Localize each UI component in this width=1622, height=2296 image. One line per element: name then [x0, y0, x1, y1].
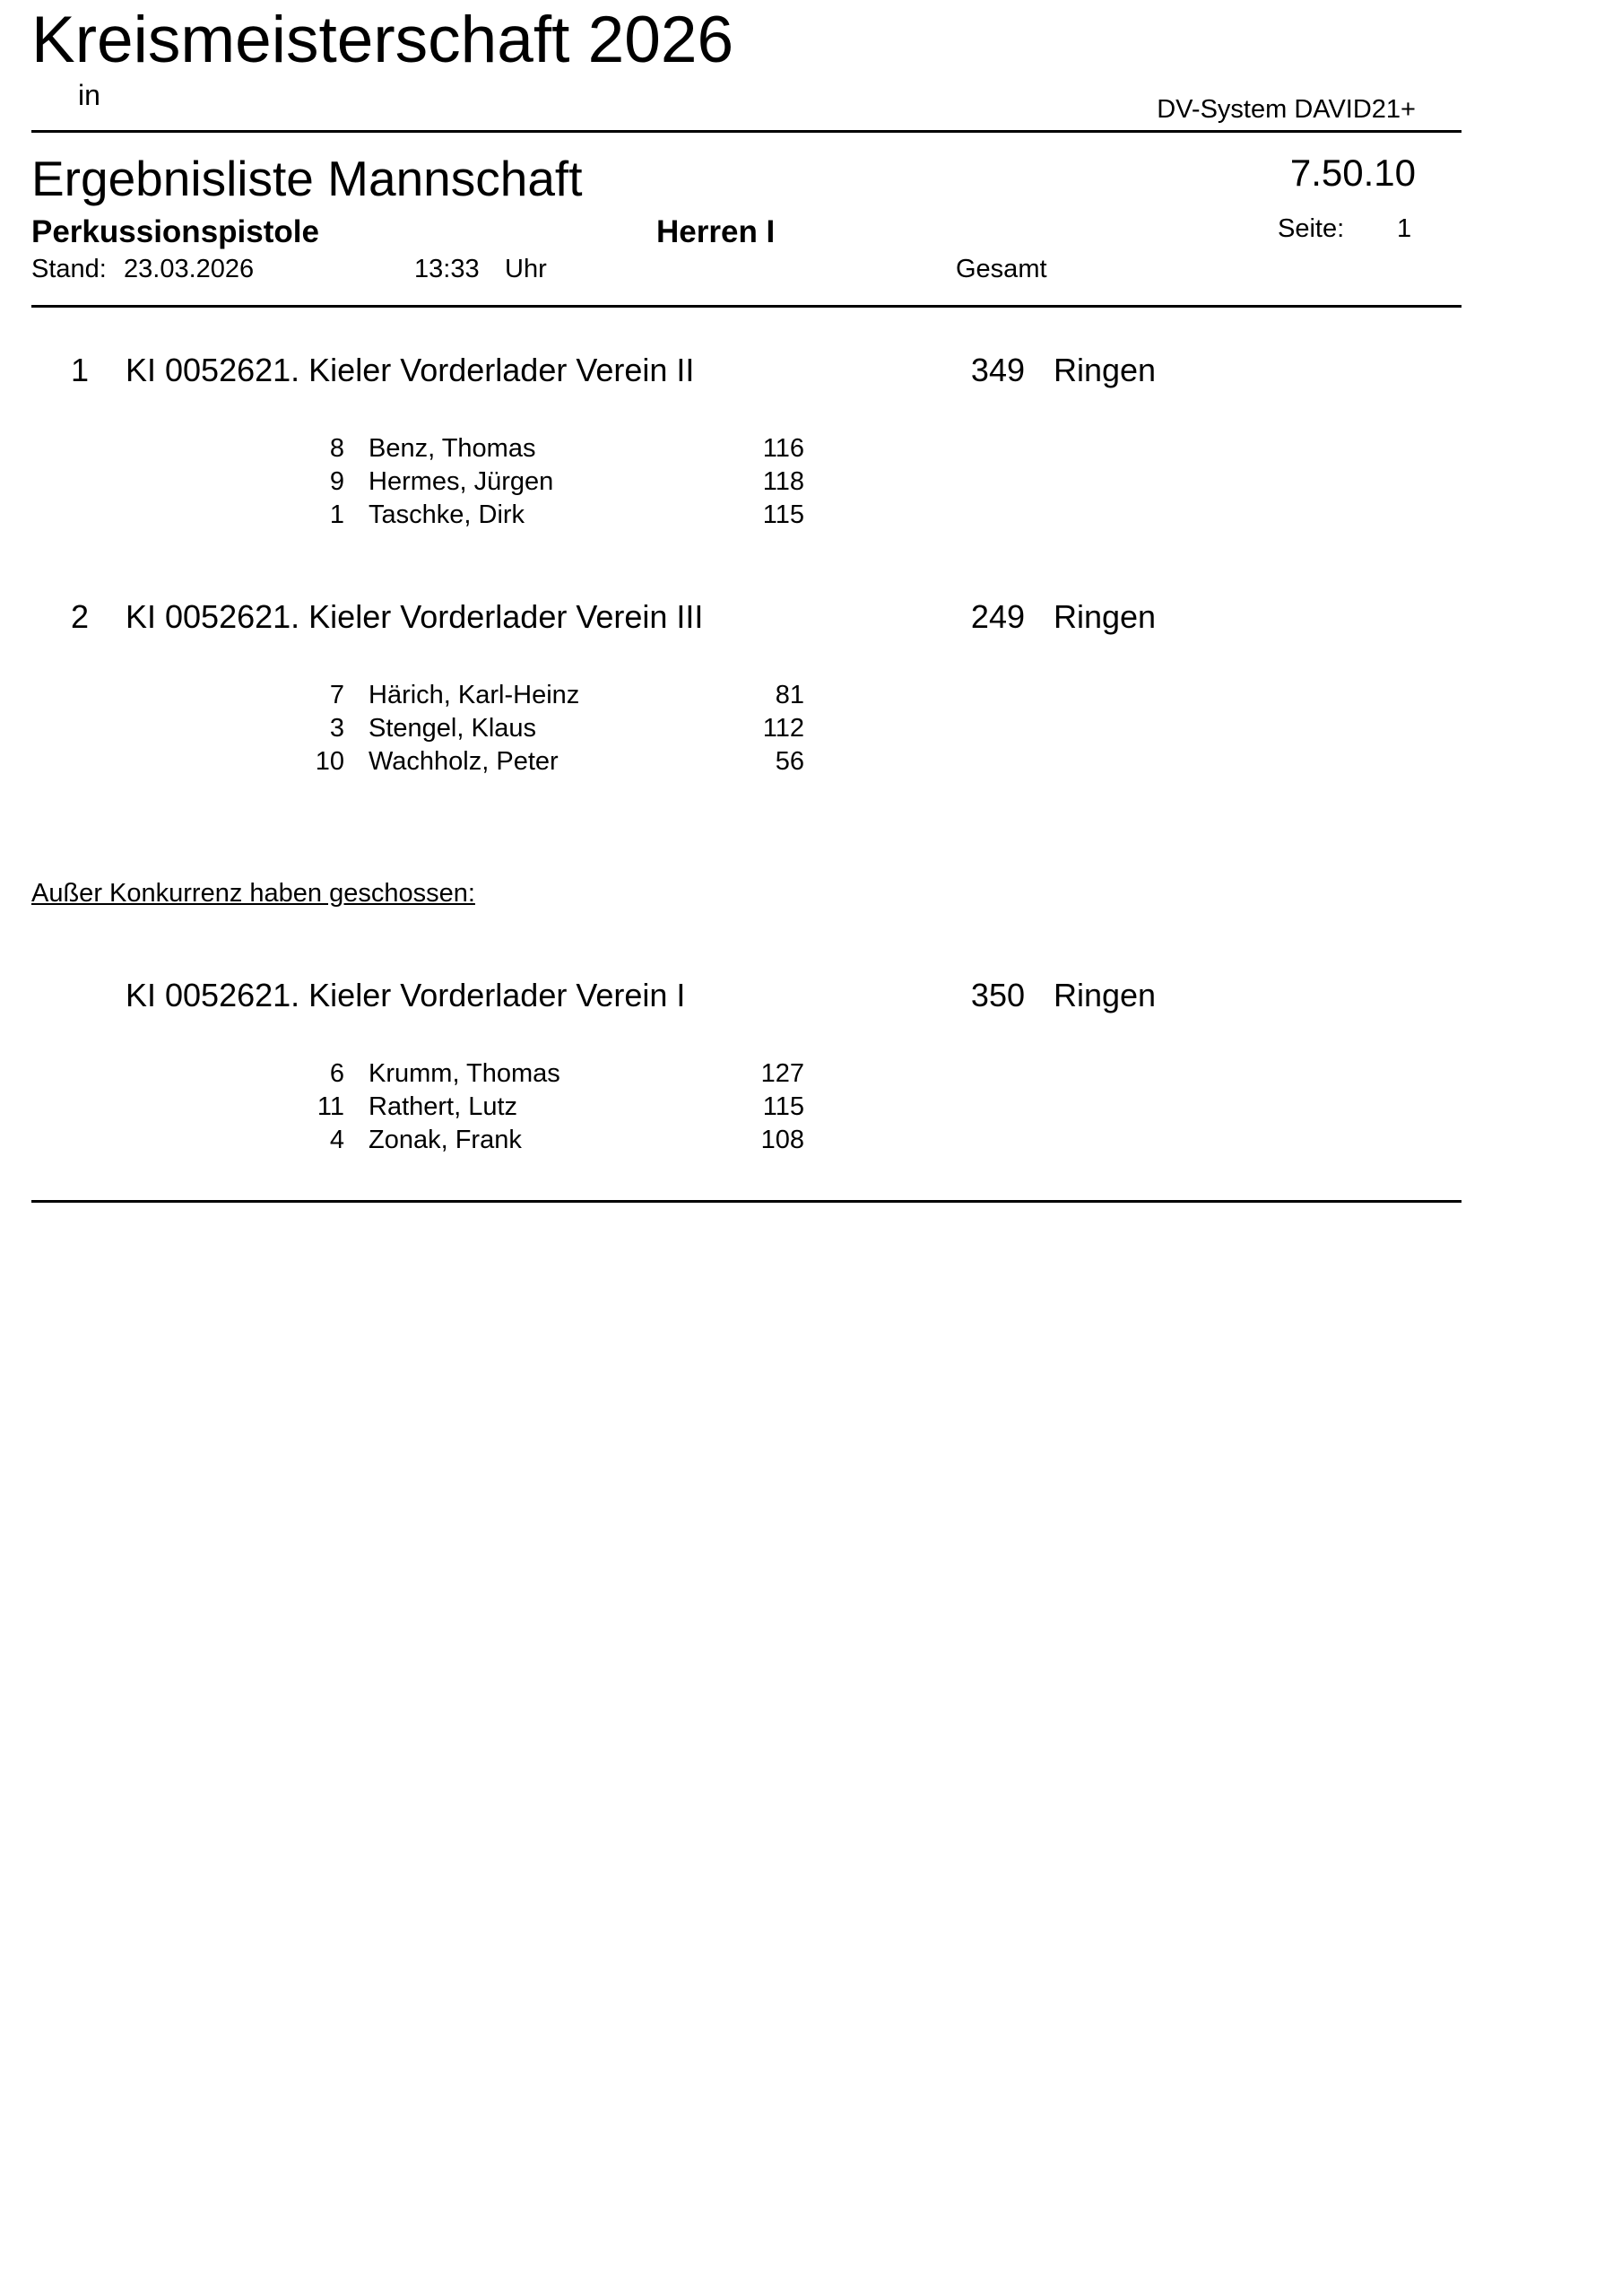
page-label: Seite:: [1278, 214, 1345, 243]
scope-label: Gesamt: [956, 255, 1047, 283]
shooter-score: 115: [762, 500, 804, 529]
shooter-name: Härich, Karl-Heinz: [369, 681, 580, 709]
team-score-unit: Ringen: [1054, 977, 1157, 1013]
team-name: KI 0052621. Kieler Vorderlader Verein I: [126, 977, 686, 1013]
shooter-number: 3: [329, 714, 344, 743]
shooter-name: Zonak, Frank: [369, 1126, 522, 1154]
team-score: 249: [970, 598, 1025, 635]
shooter-name: Stengel, Klaus: [369, 714, 537, 743]
class-name: Herren I: [656, 214, 776, 249]
subheader-divider: [31, 305, 1462, 308]
shooter-number: 6: [329, 1059, 344, 1088]
shooter-number: 9: [329, 467, 344, 496]
team-score-unit: Ringen: [1054, 352, 1157, 388]
stand-time: 13:33: [414, 255, 480, 283]
header-divider: [31, 130, 1462, 133]
team-score: 350: [970, 977, 1025, 1013]
footer-divider: [31, 1200, 1462, 1203]
team-name: KI 0052621. Kieler Vorderlader Verein III: [126, 598, 704, 635]
document-title: Kreismeisterschaft 2026: [31, 4, 734, 76]
shooter-score: 127: [760, 1059, 804, 1088]
team-rank: 1: [70, 352, 89, 388]
stand-unit: Uhr: [505, 255, 547, 283]
shooter-number: 10: [315, 747, 344, 776]
team-score: 349: [970, 352, 1025, 388]
page-number: 1: [1397, 214, 1412, 243]
team-score-unit: Ringen: [1054, 598, 1157, 635]
shooter-score: 116: [762, 434, 804, 463]
shooter-name: Taschke, Dirk: [369, 500, 525, 529]
shooter-name: Wachholz, Peter: [369, 747, 559, 776]
shooter-name: Rathert, Lutz: [369, 1092, 518, 1121]
system-name: DV-System DAVID21+: [1157, 95, 1416, 124]
shooter-score: 108: [760, 1126, 804, 1154]
shooter-number: 7: [329, 681, 344, 709]
shooter-score: 118: [762, 467, 804, 496]
shooter-score: 115: [762, 1092, 804, 1121]
location-prefix: in: [78, 79, 100, 111]
team-rank: 2: [70, 598, 89, 635]
shooter-score: 112: [762, 714, 804, 743]
shooter-number: 11: [317, 1092, 344, 1121]
stand-label: Stand:: [31, 255, 107, 283]
shooter-name: Hermes, Jürgen: [369, 467, 554, 496]
shooter-name: Krumm, Thomas: [369, 1059, 560, 1088]
version-number: 7.50.10: [1289, 152, 1416, 194]
shooter-number: 1: [329, 500, 344, 529]
shooter-number: 8: [329, 434, 344, 463]
discipline: Perkussionspistole: [31, 214, 319, 249]
team-name: KI 0052621. Kieler Vorderlader Verein II: [126, 352, 695, 388]
list-title: Ergebnisliste Mannschaft: [31, 151, 583, 206]
stand-date: 23.03.2026: [124, 255, 255, 283]
out-of-competition-heading: Außer Konkurrenz haben geschossen:: [31, 879, 475, 908]
shooter-score: 56: [775, 747, 804, 776]
shooter-name: Benz, Thomas: [369, 434, 536, 463]
shooter-score: 81: [775, 681, 804, 709]
shooter-number: 4: [329, 1126, 344, 1154]
